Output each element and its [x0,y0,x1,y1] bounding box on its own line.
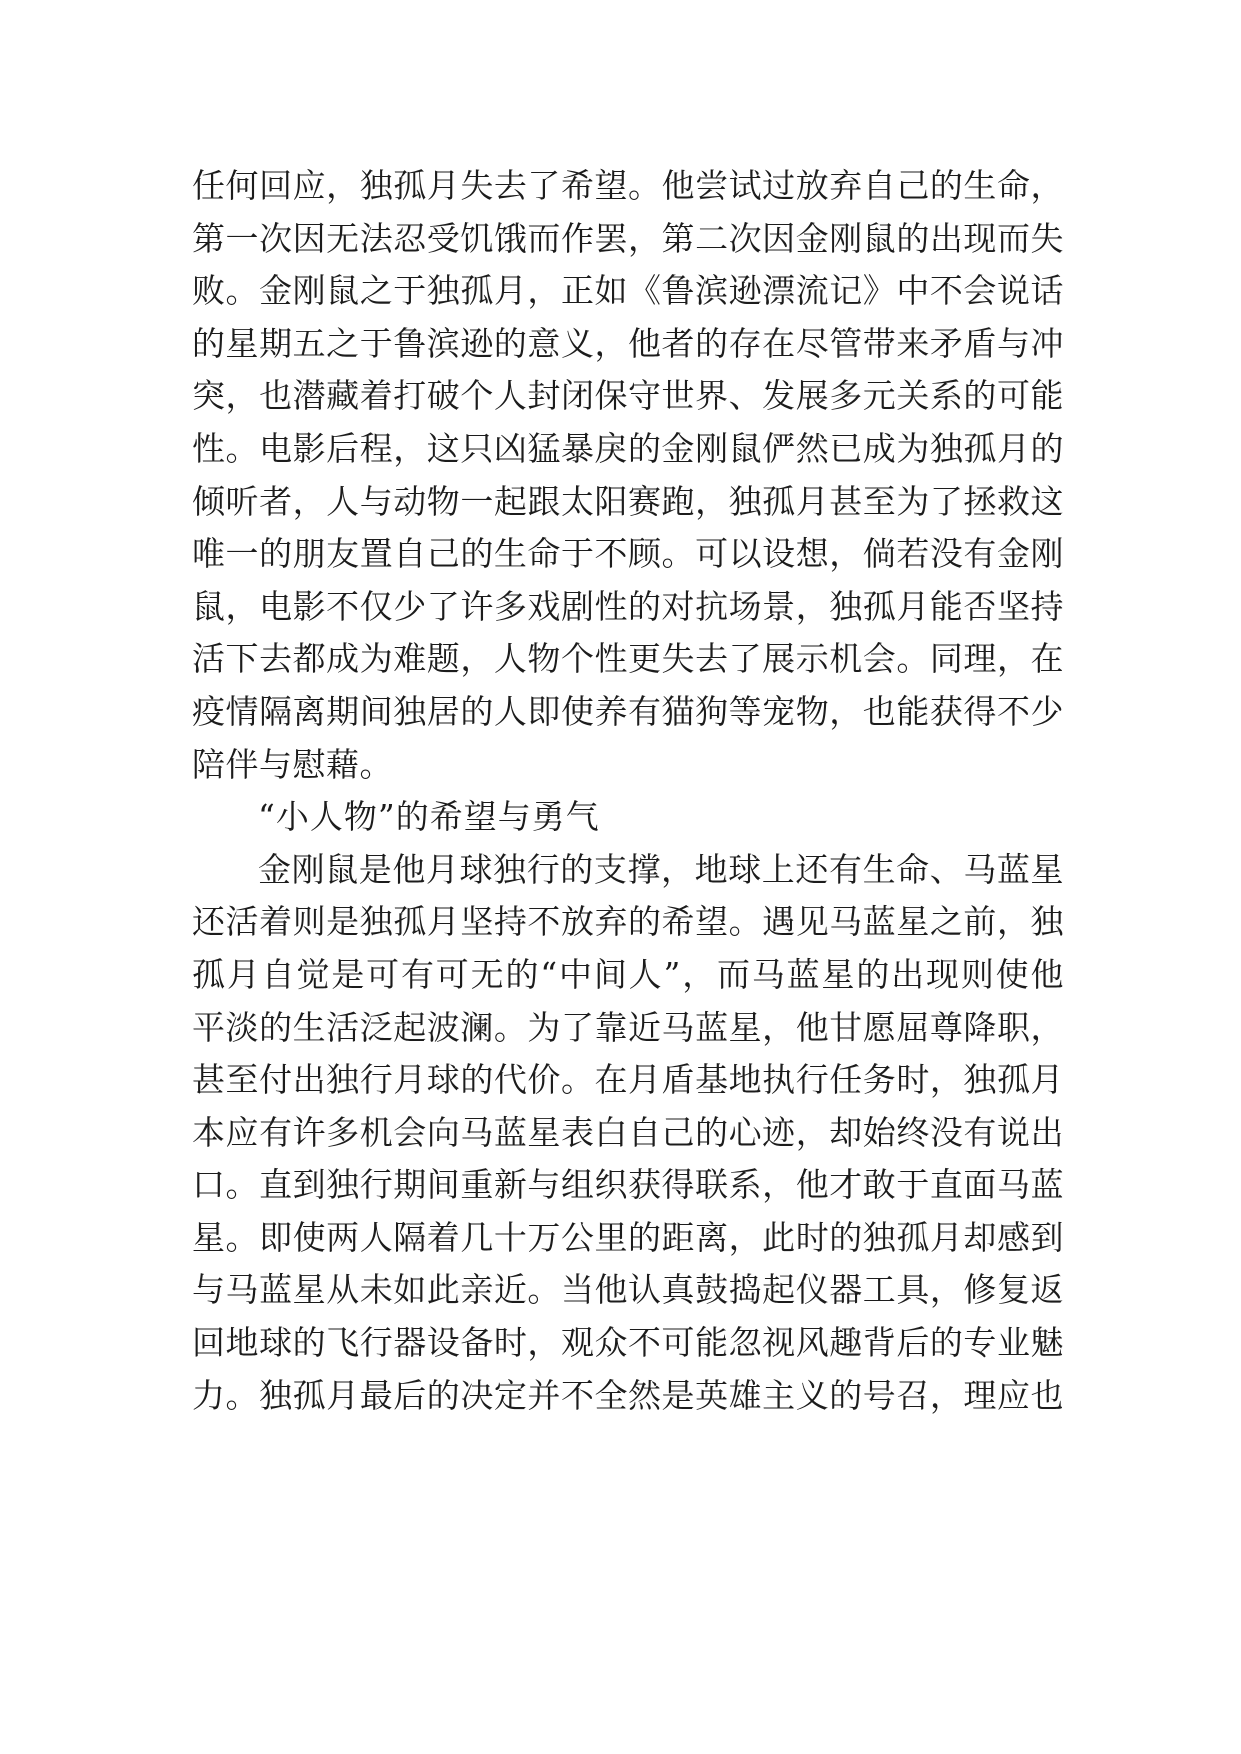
text-line: 鼠，电影不仅少了许多戏剧性的对抗场景，独孤月能否坚持 [192,586,1064,626]
text-line: 败。金刚鼠之于独孤月，正如《鲁滨逊漂流记》中不会说话 [192,271,1064,311]
text-line: 回地球的飞行器设备时，观众不可能忽视风趣背后的专业魅 [192,1323,1064,1363]
text-line: 倾听者，人与动物一起跟太阳赛跑，独孤月甚至为了拯救这 [192,481,1064,521]
text-line: 第一次因无法忍受饥饿而作罢，第二次因金刚鼠的出现而失 [192,218,1064,258]
text-line: 突，也潜藏着打破个人封闭保守世界、发展多元关系的可能 [192,376,1064,416]
text-line: 活下去都成为难题，人物个性更失去了展示机会。同理，在 [192,639,1064,679]
text-line: 本应有许多机会向马蓝星表白自己的心迹，却始终没有说出 [192,1112,1064,1152]
article-body [192,160,1064,1422]
text-line: 还活着则是独孤月坚持不放弃的希望。遇见马蓝星之前，独 [192,902,1064,942]
text-line: 力。独孤月最后的决定并不全然是英雄主义的号召，理应也 [192,1375,1064,1415]
text-line: 陪伴与慰藉。 [192,744,393,784]
text-line: 平淡的生活泛起波澜。为了靠近马蓝星，他甘愿屈尊降职， [192,1007,1064,1047]
text-line: 星。即使两人隔着几十万公里的距离，此时的独孤月却感到 [192,1217,1064,1257]
text-line: 性。电影后程，这只凶猛暴戾的金刚鼠俨然已成为独孤月的 [192,428,1064,468]
text-line: 与马蓝星从未如此亲近。当他认真鼓捣起仪器工具，修复返 [192,1270,1064,1310]
text-line: 甚至付出独行月球的代价。在月盾基地执行任务时，独孤月 [192,1060,1064,1100]
text-line: 任何回应，独孤月失去了希望。他尝试过放弃自己的生命， [192,166,1064,205]
paragraph-2 [192,844,1064,1423]
text-line: 孤月自觉是可有可无的“中间人”，而马蓝星的出现则使他 [192,954,1064,994]
paragraph-1 [192,160,1064,791]
text-line: 口。直到独行期间重新与组织获得联系，他才敢于直面马蓝 [192,1165,1064,1205]
text-line: 的星期五之于鲁滨逊的意义，他者的存在尽管带来矛盾与冲 [192,323,1064,363]
section-heading: “小人物”的希望与勇气 [258,797,600,837]
text-line: 金刚鼠是他月球独行的支撑，地球上还有生命、马蓝星 [258,849,1064,889]
text-line: 疫情隔离期间独居的人即使养有猫狗等宠物，也能获得不少 [192,691,1064,731]
text-line: 唯一的朋友置自己的生命于不顾。可以设想，倘若没有金刚 [192,534,1064,574]
